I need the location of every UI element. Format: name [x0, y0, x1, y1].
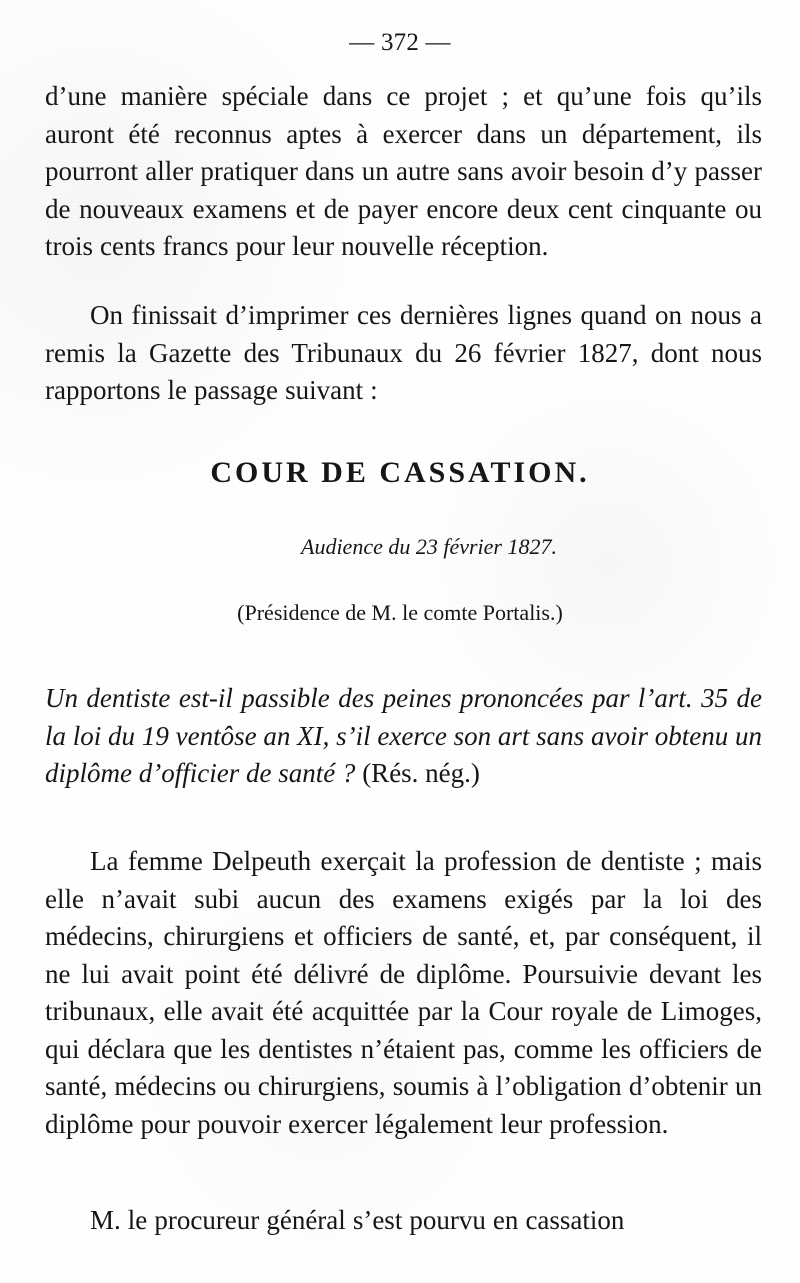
paragraph-1: d’une manière spéciale dans ce projet ; et qu’une fois qu’ils auront été reconnus aptes à exercer dans un département, ils pourront aller pratiquer dans un autre sans avoir besoin d’y passer de nouveaux examens et de payer encore deux cent cinquante ou trois cents francs pour leur nouvelle réception.	[45, 81, 762, 261]
paragraph-4: M. le procureur général s’est pourvu en cassation	[90, 1205, 625, 1235]
legal-question	[45, 680, 762, 793]
audience-date-line: Audience du 23 février 1827.	[301, 534, 557, 559]
paragraph-3: La femme Delpeuth exerçait la profession de dentiste ; mais elle n’avait subi aucun des examens exigés par la loi des médecins, chirurgiens et officiers de santé, et, par conséquent, il ne lui avait point été délivré de diplôme. Poursuivie devant les tribunaux, elle avait été acquittée par la Cour royale de Limoges, qui déclara que les dentistes n’étaient pas, comme les officiers de santé, médecins ou chirurgiens, soumis à l’obligation d’obtenir un diplôme pour pouvoir exercer légalement leur profession.	[45, 846, 762, 1139]
legal-question-result: (Rés. nég.)	[362, 758, 480, 788]
page-number: — 372 —	[349, 29, 451, 56]
presidence-line: (Présidence de M. le comte Portalis.)	[237, 600, 563, 625]
court-heading: COUR DE CASSATION.	[210, 456, 590, 489]
paragraph-2: On finissait d’imprimer ces dernières lignes quand on nous a remis la Gazette des Tribunaux du 26 février 1827, dont nous rapportons le passage suivant :	[45, 300, 762, 405]
legal-question-text: Un dentiste est-il passible des peines prononcées par l’art. 35 de la loi du 19 ventôse an XI, s’il exerce son art sans avoir obtenu un diplôme d’officier de santé ?	[45, 683, 762, 788]
